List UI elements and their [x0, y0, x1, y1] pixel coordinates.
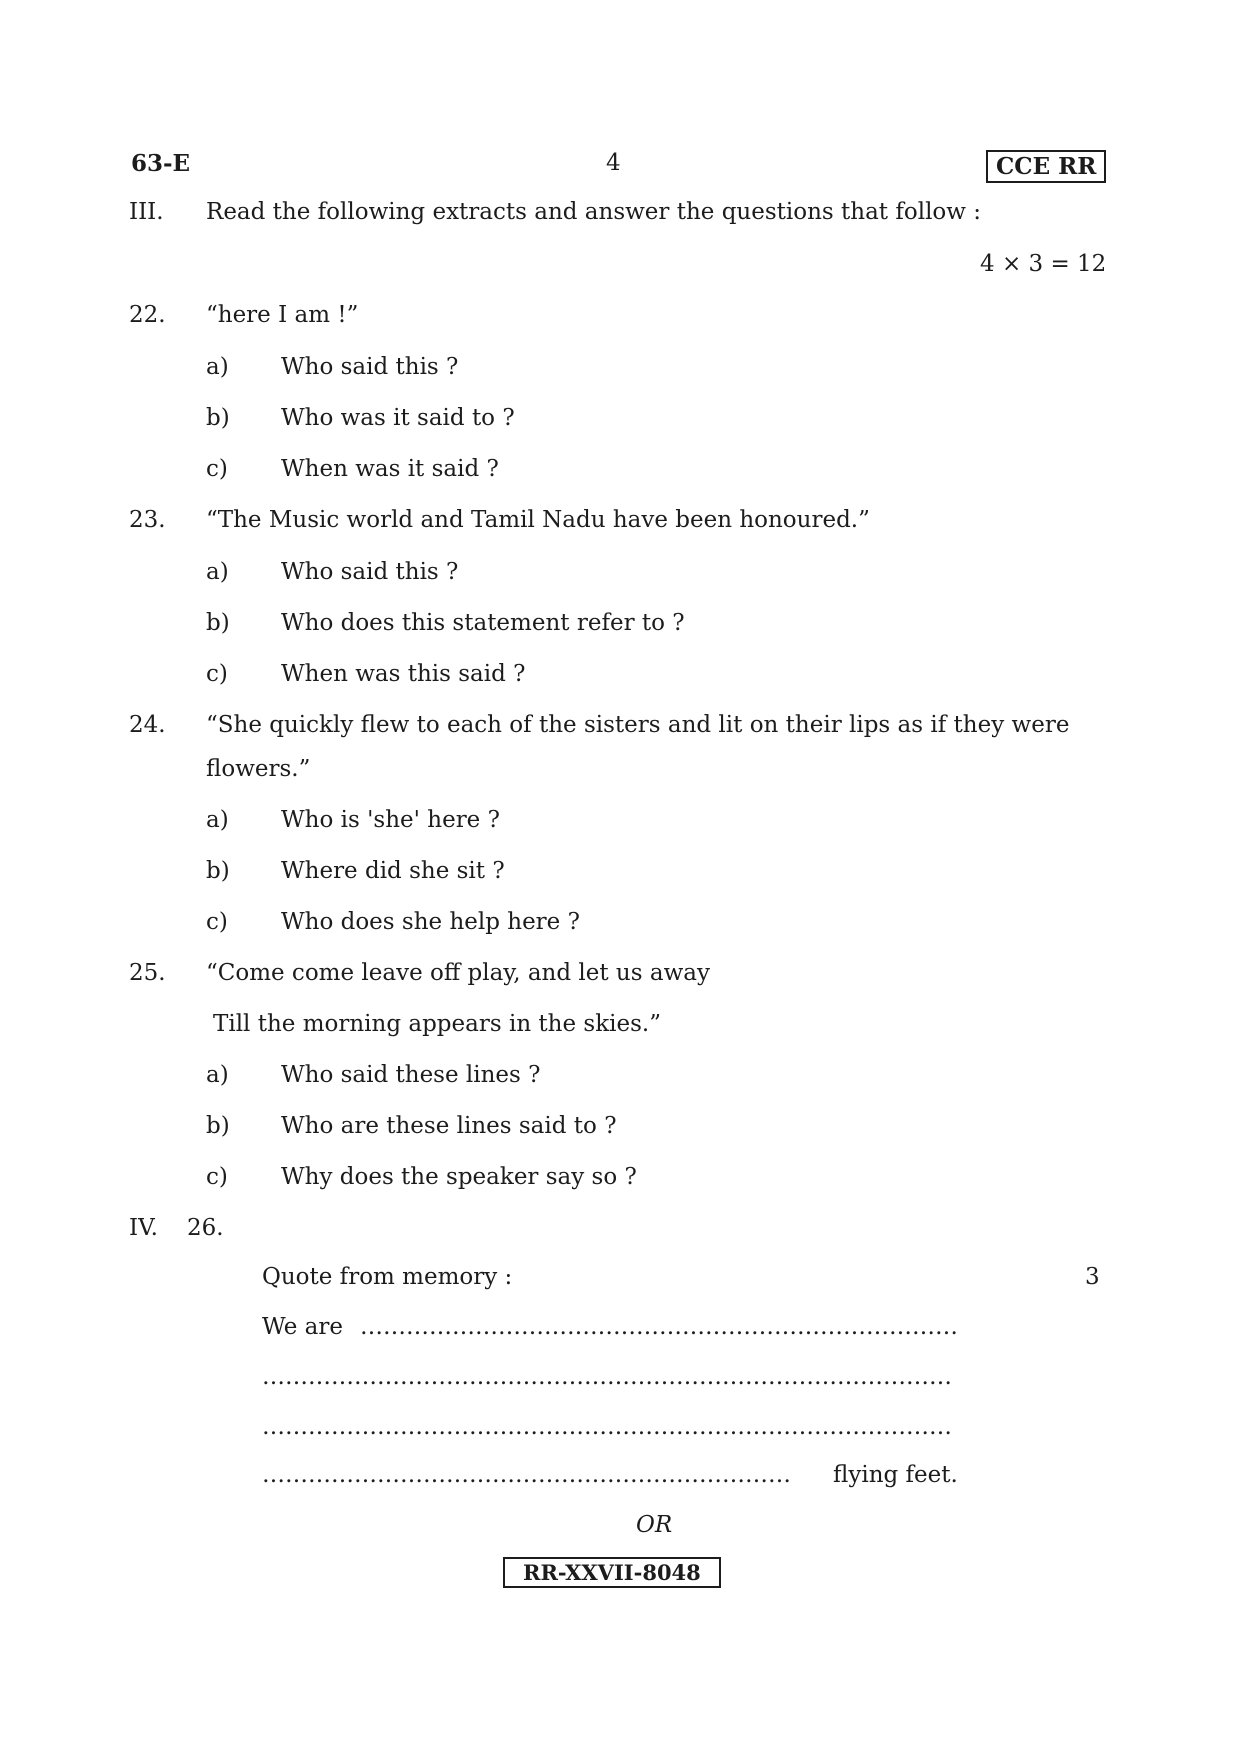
part-label: c) [206, 456, 228, 482]
blank-line: …………………………………………………………………… [360, 1314, 958, 1340]
part-text: Where did she sit ? [281, 858, 505, 884]
quote-marks: 3 [1085, 1264, 1100, 1290]
part-label: c) [206, 1164, 228, 1190]
part-label: a) [206, 807, 229, 833]
part-text: Who are these lines said to ? [281, 1113, 617, 1139]
question-quote: “here I am !” [206, 302, 359, 328]
part-label: a) [206, 354, 229, 380]
section-numeral: IV. [129, 1215, 158, 1241]
question-number: 22. [129, 302, 166, 328]
question-number: 24. [129, 712, 166, 738]
blank-line: ……………………………………………………………………………… [262, 1364, 952, 1390]
part-text: Who said this ? [281, 559, 459, 585]
part-text: Who does this statement refer to ? [281, 610, 685, 636]
question-quote-line: “Come come leave off play, and let us away [206, 960, 710, 986]
section-marks: 4 × 3 = 12 [980, 251, 1107, 277]
part-label: b) [206, 858, 230, 884]
part-text: Why does the speaker say so ? [281, 1164, 637, 1190]
part-label: b) [206, 1113, 230, 1139]
part-label: b) [206, 405, 230, 431]
question-number: 25. [129, 960, 166, 986]
question-quote: “The Music world and Tamil Nadu have been honoured.” [206, 507, 870, 533]
part-label: b) [206, 610, 230, 636]
part-text: Who does she help here ? [281, 909, 580, 935]
blank-line: …………………………………………………………… [262, 1462, 791, 1488]
poem-line-end: flying feet. [833, 1462, 958, 1488]
part-text: When was this said ? [281, 661, 526, 687]
or-separator: OR [636, 1512, 673, 1538]
footer-code: RR-XXVII-8048 [503, 1557, 721, 1588]
poem-line-start: We are [262, 1314, 344, 1340]
part-label: c) [206, 661, 228, 687]
blank-line: ……………………………………………………………………………… [262, 1414, 952, 1440]
question-number: 23. [129, 507, 166, 533]
question-number: 26. [187, 1215, 224, 1241]
section-instruction: Read the following extracts and answer the questions that follow : [206, 199, 982, 225]
quote-instruction: Quote from memory : [262, 1264, 513, 1290]
part-text: Who said these lines ? [281, 1062, 541, 1088]
part-label: a) [206, 1062, 229, 1088]
part-text: When was it said ? [281, 456, 499, 482]
question-quote-line: Till the morning appears in the skies.” [213, 1011, 661, 1037]
page-number: 4 [606, 150, 621, 176]
question-quote-line: flowers.” [206, 756, 311, 782]
part-label: a) [206, 559, 229, 585]
part-label: c) [206, 909, 228, 935]
part-text: Who was it said to ? [281, 405, 515, 431]
part-text: Who said this ? [281, 354, 459, 380]
section-numeral: III. [129, 199, 164, 225]
part-text: Who is 'she' here ? [281, 807, 500, 833]
series-code: CCE RR [986, 150, 1106, 183]
paper-code: 63-E [131, 150, 191, 177]
question-quote-line: “She quickly flew to each of the sisters and lit on their lips as if they were [206, 712, 1070, 738]
